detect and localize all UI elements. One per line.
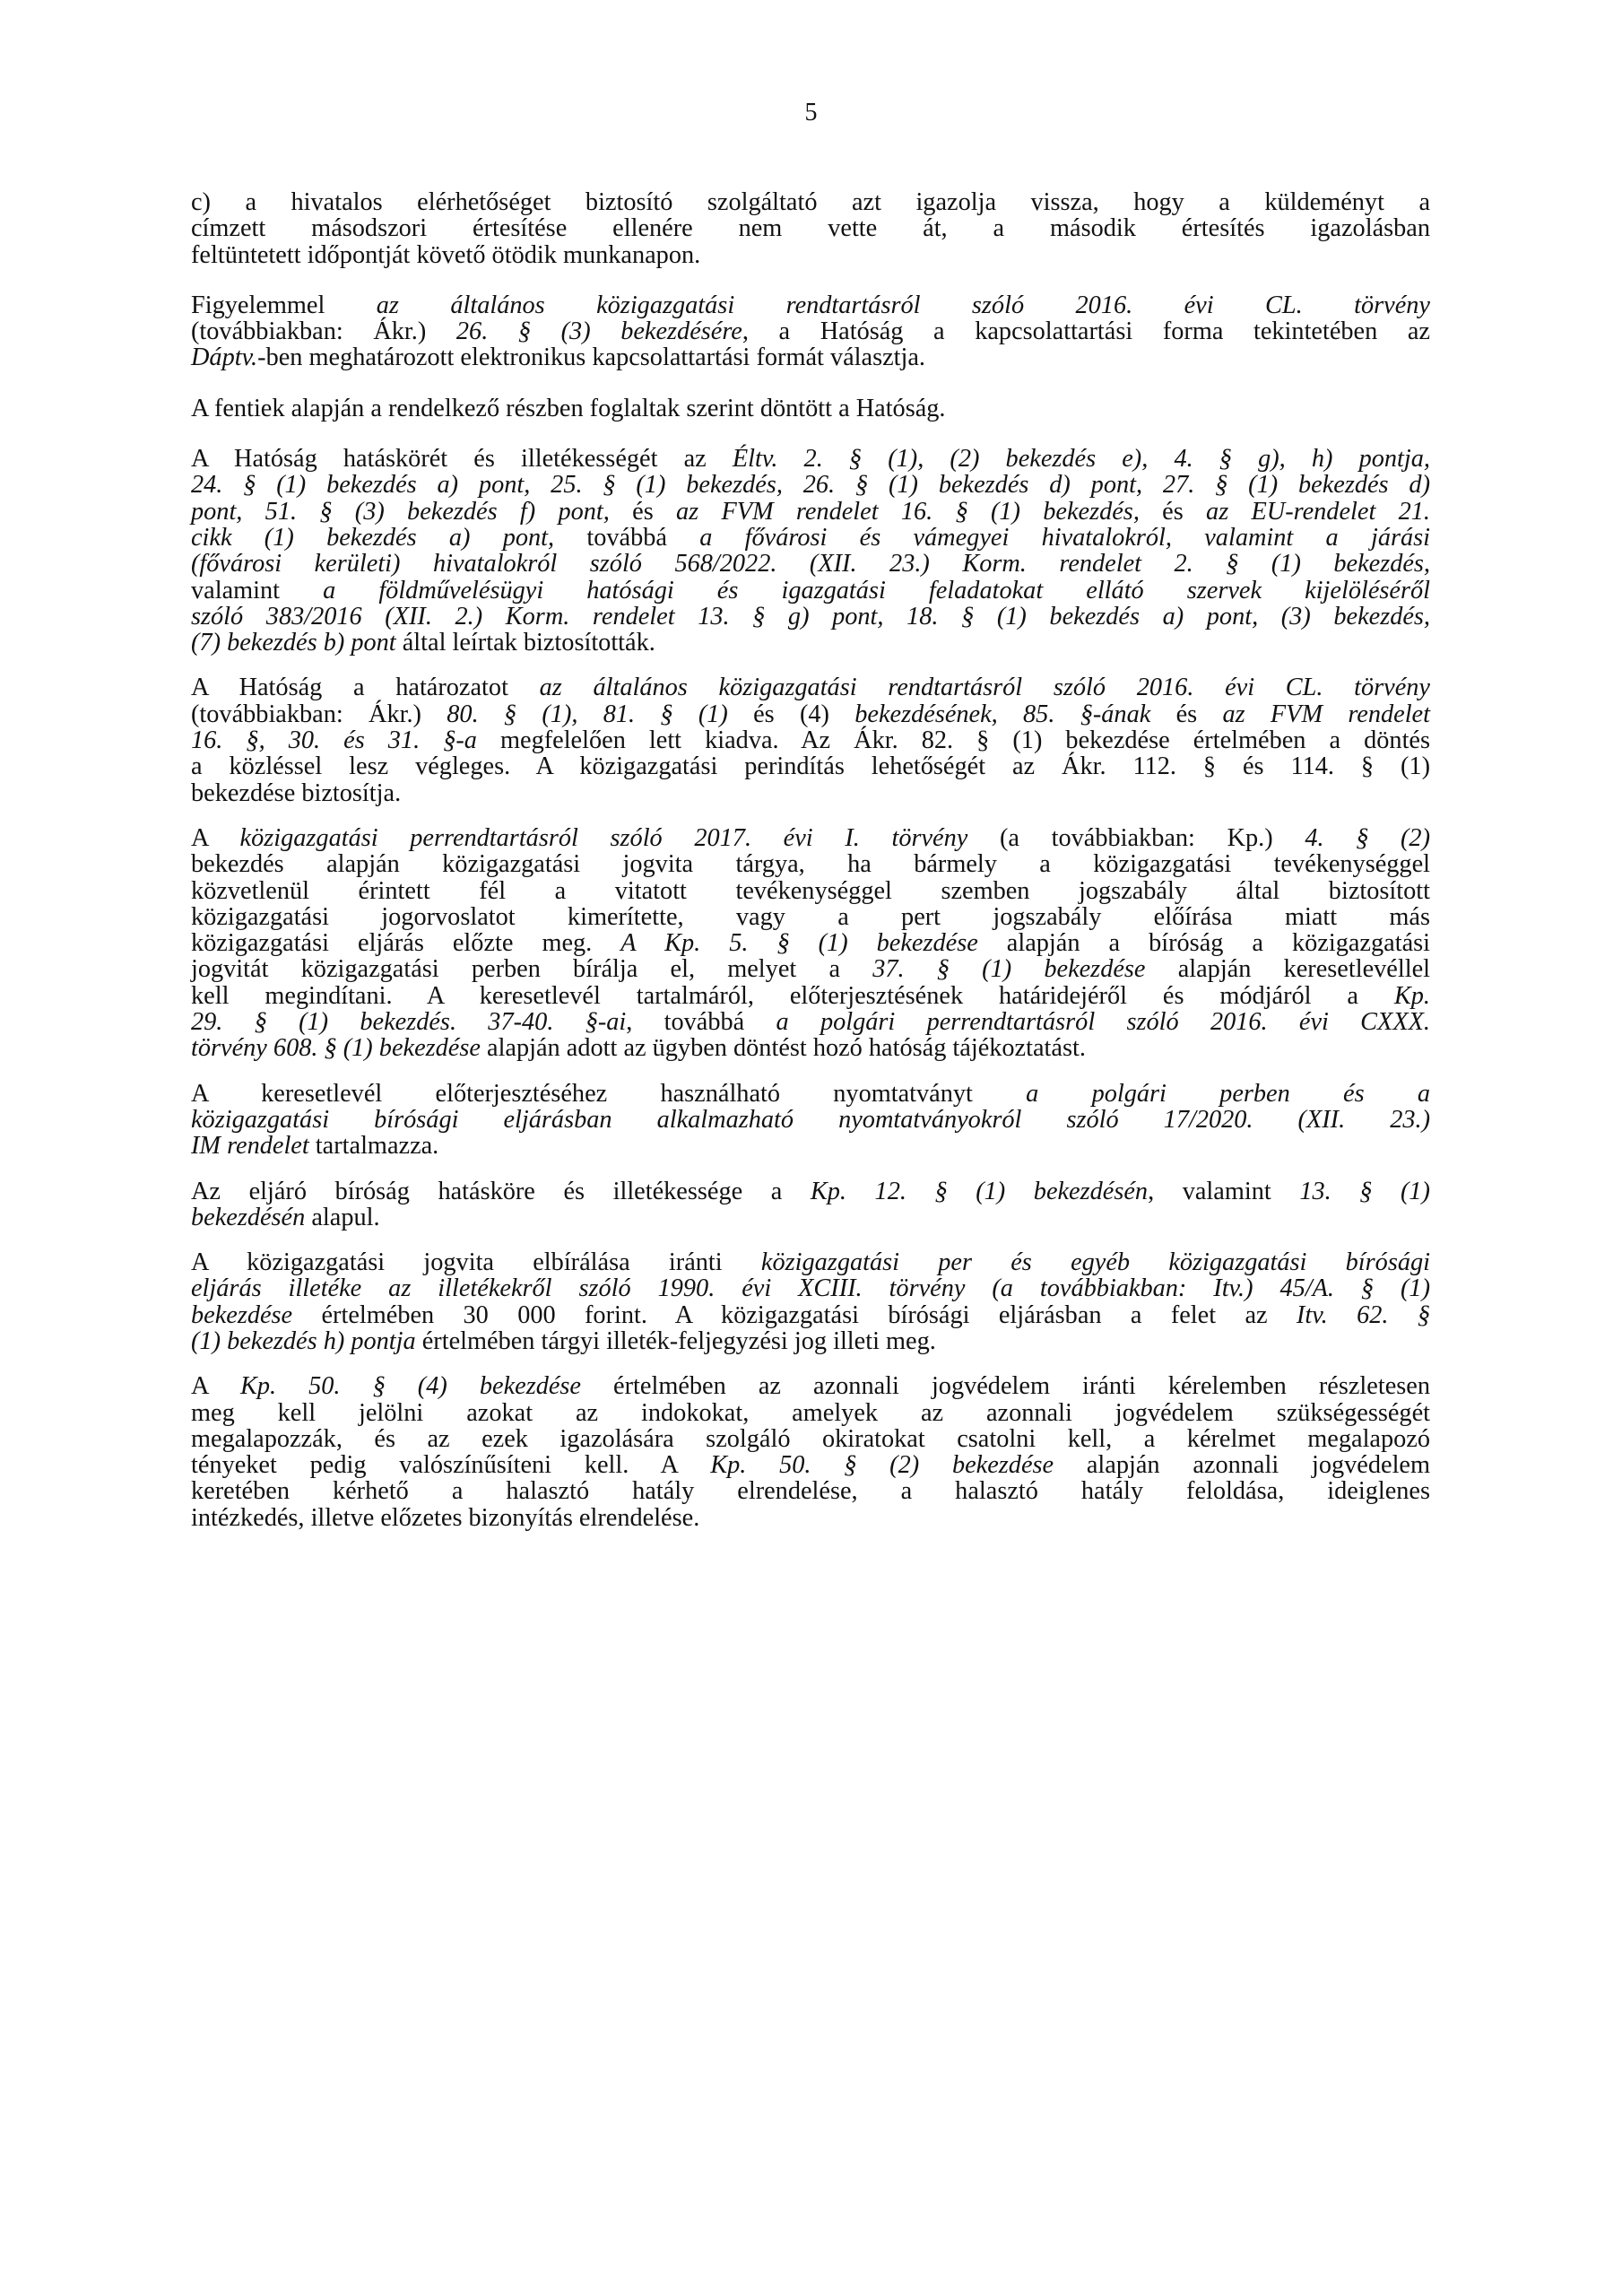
text-run: és: [1139, 497, 1207, 526]
text-line: [191, 1400, 1430, 1426]
text-line: [191, 1328, 1430, 1354]
legal-reference: Kp. 50. § (4) bekezdése: [239, 1372, 581, 1401]
text-line: [191, 446, 1430, 472]
text-line: [191, 551, 1430, 577]
legal-reference: 37. § (1) bekezdése: [872, 955, 1146, 984]
text-run: alapján azonnali jogvédelem: [1054, 1451, 1430, 1480]
text-run: és (4): [727, 700, 855, 728]
text-run: bekezdése biztosítja.: [191, 778, 402, 807]
legal-reference: (7) bekezdés b) pont: [191, 629, 396, 657]
text-line: [191, 578, 1430, 604]
text-run: meg kell jelölni azokat az indokokat, amelyek az azonnali jogvédelem szükségességét: [191, 1398, 1430, 1427]
text-run: alapján adott az ügyben döntést hozó hatóság tájékoztatást.: [480, 1034, 1086, 1063]
text-line: [191, 499, 1430, 525]
text-run: és: [1150, 700, 1223, 728]
text-run: megalapozzák, és az ezek igazolására szolgáló okiratokat csatolni kell, a kérelmet megalapozó: [191, 1424, 1430, 1453]
legal-reference: bekezdésének, 85. §-ának: [854, 700, 1151, 728]
text-run: közigazgatási jogorvoslatot kimerítette, vagy a pert jogszabály előírása miatt más: [191, 902, 1430, 931]
text-run: A Hatóság a határozatot: [191, 674, 540, 702]
text-run: a közléssel lesz végleges. A közigazgatási perindítás lehetőségét az Ákr. 112. § és 114. § (1): [191, 752, 1430, 781]
text-run: értelmében az azonnali jogvédelem iránti kérelemben részletesen: [580, 1372, 1430, 1401]
legal-reference: pont, 51. § (3) bekezdés f) pont,: [191, 497, 610, 526]
text-run: alapul.: [305, 1203, 380, 1231]
text-run: tartalmazza.: [308, 1132, 439, 1161]
text-run: c) a hivatalos elérhetőséget biztosító szolgáltató azt igazolja vissza, hogy a küldeményt a: [191, 188, 1430, 216]
text-run: bekezdés alapján közigazgatási jogvita tárgya, ha bármely a közigazgatási tevékenységgel: [191, 850, 1430, 879]
text-line: [191, 825, 1430, 851]
legal-reference: közigazgatási per és egyéb közigazgatási bírósági: [760, 1248, 1431, 1277]
paragraph-fee: [191, 1249, 1430, 1354]
text-run: értelmében 30 000 forint. A közigazgatási bírósági eljárásban a felet az: [292, 1300, 1297, 1329]
paragraph-decision-basis: [191, 396, 1430, 422]
text-line: [191, 630, 1430, 656]
text-run: intézkedés, illetve előzetes bizonyítás elrendelése.: [191, 1503, 700, 1532]
text-line: [191, 780, 1430, 806]
text-line: [191, 956, 1430, 982]
text-line: [191, 753, 1430, 779]
text-run: A: [191, 1372, 240, 1401]
text-line: [191, 525, 1430, 551]
text-run: közvetlenül érintett fél a vitatott tevékenységgel szemben jogszabály által biztosított: [191, 876, 1430, 905]
legal-reference: 26. § (3) bekezdésére: [455, 317, 742, 346]
text-line: [191, 1107, 1430, 1133]
text-line: [191, 1452, 1430, 1478]
text-line: [191, 878, 1430, 904]
legal-reference: a földművelésügyi hatósági és igazgatási feladatokat ellátó szervek kijelöléséről: [323, 576, 1430, 604]
text-line: [191, 242, 1430, 268]
text-line: [191, 904, 1430, 930]
text-line: [191, 1035, 1430, 1061]
text-line: [191, 983, 1430, 1009]
paragraph-court-competence: [191, 1178, 1430, 1231]
paragraph-delivery-clause-c: [191, 189, 1430, 268]
text-line: [191, 1373, 1430, 1399]
legal-reference: bekezdésén: [191, 1203, 306, 1231]
legal-reference: az FVM rendelet: [1222, 700, 1430, 728]
paragraph-competence: [191, 446, 1430, 656]
text-run: közigazgatási eljárás előzte meg.: [191, 929, 621, 958]
text-line: [191, 1478, 1430, 1504]
text-line: [191, 1081, 1430, 1107]
document-body: [191, 189, 1430, 1531]
text-run: kell megindítani. A keresetlevél tartalmáról, előterjesztésének határidejéről és módjáról a: [191, 981, 1394, 1010]
legal-reference: szóló 383/2016 (XII. 2.) Korm. rendelet 13. § g) pont, 18. § (1) bekezdés a) pont, (3) bekezdés,: [191, 602, 1430, 631]
legal-reference: (fővárosi kerületi) hivatalokról szóló 568/2022. (XII. 23.) Korm. rendelet 2. § (1) bekezdés,: [191, 550, 1430, 578]
text-run: Figyelemmel: [191, 291, 377, 319]
text-run: által leírtak biztosították.: [395, 629, 655, 657]
legal-reference: közigazgatási bírósági eljárásban alkalmazható nyomtatványokról szóló 17/2020. (XII. 23.): [191, 1105, 1430, 1134]
legal-reference: Itv. 62. §: [1296, 1300, 1430, 1329]
legal-reference: Kp. 12. § (1) bekezdésén: [810, 1177, 1149, 1205]
text-run: , továbbá: [626, 1008, 776, 1037]
text-line: [191, 1205, 1430, 1231]
legal-reference: a fővárosi és vámegyei hivatalokról, valamint a járási: [699, 523, 1430, 552]
text-line: [191, 1275, 1430, 1301]
legal-reference: bekezdése: [191, 1300, 293, 1329]
paragraph-issuance: [191, 674, 1430, 805]
text-run: A Hatóság hatáskörét és illetékességét az: [191, 445, 733, 474]
text-line: [191, 930, 1430, 956]
text-run: , valamint: [1148, 1177, 1300, 1205]
text-run: (a továbbiakban: Kp.): [967, 823, 1305, 852]
text-run: címzett másodszori értesítése ellenére nem vette át, a második értesítés igazolásban: [191, 214, 1430, 243]
text-line: [191, 1249, 1430, 1275]
text-run: megfelelően lett kiadva. Az Ákr. 82. § (1) bekezdése értelmében a döntés: [476, 726, 1430, 755]
text-run: feltüntetett időpontját követő ötödik munkanapon.: [191, 240, 701, 269]
text-run: alapján keresetlevéllel: [1145, 955, 1430, 984]
legal-reference: 29. § (1) bekezdés. 37-40. §-ai: [191, 1008, 627, 1037]
text-line: [191, 701, 1430, 727]
text-line: [191, 1302, 1430, 1328]
text-line: [191, 1426, 1430, 1452]
legal-reference: (1) bekezdés h) pontja: [191, 1326, 416, 1355]
legal-reference: 24. § (1) bekezdés a) pont, 25. § (1) bekezdés, 26. § (1) bekezdés d) pont, 27. § (1) bekezdés d): [191, 471, 1430, 500]
text-run: Az eljáró bíróság hatásköre és illetékessége a: [191, 1177, 811, 1205]
text-run: értelmében tárgyi illeték-feljegyzési jog illeti meg.: [415, 1326, 936, 1355]
paragraph-interim-relief: [191, 1373, 1430, 1531]
text-run: (továbbiakban: Ákr.): [191, 700, 447, 728]
legal-reference: 80. § (1), 81. § (1): [447, 700, 728, 728]
text-run: alapján a bíróság a közigazgatási: [977, 929, 1430, 958]
legal-reference: 16. §, 30. és 31. §-a: [191, 726, 477, 755]
text-run: A közigazgatási jogvita elbírálása iránti: [191, 1248, 761, 1277]
text-line: [191, 727, 1430, 753]
legal-reference: 13. § (1): [1299, 1177, 1430, 1205]
paragraph-kp-dispute: [191, 825, 1430, 1062]
text-line: [191, 1133, 1430, 1159]
text-run: -ben meghatározott elektronikus kapcsolattartási formát választja.: [257, 344, 926, 372]
text-line: [191, 189, 1430, 215]
text-line: [191, 674, 1430, 700]
text-run: keretében kérhető a halasztó hatály elrendelése, a halasztó hatály feloldása, ideiglenes: [191, 1477, 1430, 1506]
paragraph-contact-form: [191, 292, 1430, 371]
text-line: [191, 1505, 1430, 1531]
text-line: [191, 604, 1430, 630]
legal-reference: az általános közigazgatási rendtartásról szóló 2016. évi CL. törvény: [539, 674, 1430, 702]
legal-reference: IM rendelet: [191, 1132, 309, 1161]
text-line: [191, 1178, 1430, 1205]
legal-reference: az általános közigazgatási rendtartásról szóló 2016. évi CL. törvény: [376, 291, 1430, 319]
legal-reference: az EU-rendelet 21.: [1206, 497, 1430, 526]
text-line: [191, 344, 1430, 370]
legal-reference: az FVM rendelet 16. § (1) bekezdés,: [676, 497, 1140, 526]
legal-reference: 4. § (2): [1305, 823, 1431, 852]
legal-reference: közigazgatási perrendtartásról szóló 2017. évi I. törvény: [239, 823, 968, 852]
text-run: A fentiek alapján a rendelkező részben foglaltak szerint döntött a Hatóság.: [191, 394, 946, 422]
legal-reference: Kp.: [1393, 981, 1430, 1010]
legal-reference: A Kp. 5. § (1) bekezdése: [620, 929, 978, 958]
text-line: [191, 472, 1430, 498]
text-run: valamint: [191, 576, 324, 604]
text-line: [191, 1009, 1430, 1035]
paragraph-form: [191, 1081, 1430, 1160]
legal-reference: eljárás illetéke az illetékekről szóló 1990. évi XCIII. törvény (a továbbiakban: Itv.) 45/A. § (1): [191, 1274, 1430, 1303]
text-run: továbbá: [554, 523, 700, 552]
legal-reference: Dáptv.: [191, 344, 258, 372]
legal-reference: Kp. 50. § (2) bekezdése: [710, 1451, 1054, 1480]
text-run: jogvitát közigazgatási perben bírálja el, melyet a: [191, 955, 873, 984]
text-run: (továbbiakban: Ákr.): [191, 317, 456, 346]
text-line: [191, 851, 1430, 877]
page-number: 5: [804, 99, 818, 126]
text-run: A keresetlevél előterjesztéséhez használható nyomtatványt: [191, 1079, 1027, 1108]
legal-reference: a polgári perben és a: [1026, 1079, 1430, 1108]
legal-reference: cikk (1) bekezdés a) pont,: [191, 523, 555, 552]
text-line: [191, 292, 1430, 318]
text-line: [191, 215, 1430, 241]
legal-reference: Éltv. 2. § (1), (2) bekezdés e), 4. § g), h) pontja,: [732, 445, 1430, 474]
text-run: , a Hatóság a kapcsolattartási forma tekintetében az: [742, 317, 1430, 346]
legal-reference: törvény 608. § (1) bekezdése: [191, 1034, 481, 1063]
text-run: A: [191, 823, 240, 852]
text-line: [191, 318, 1430, 344]
text-run: és: [609, 497, 677, 526]
text-line: [191, 396, 1430, 422]
legal-reference: a polgári perrendtartásról szóló 2016. évi CXXX.: [776, 1008, 1430, 1037]
text-run: tényeket pedig valószínűsíteni kell. A: [191, 1451, 711, 1480]
